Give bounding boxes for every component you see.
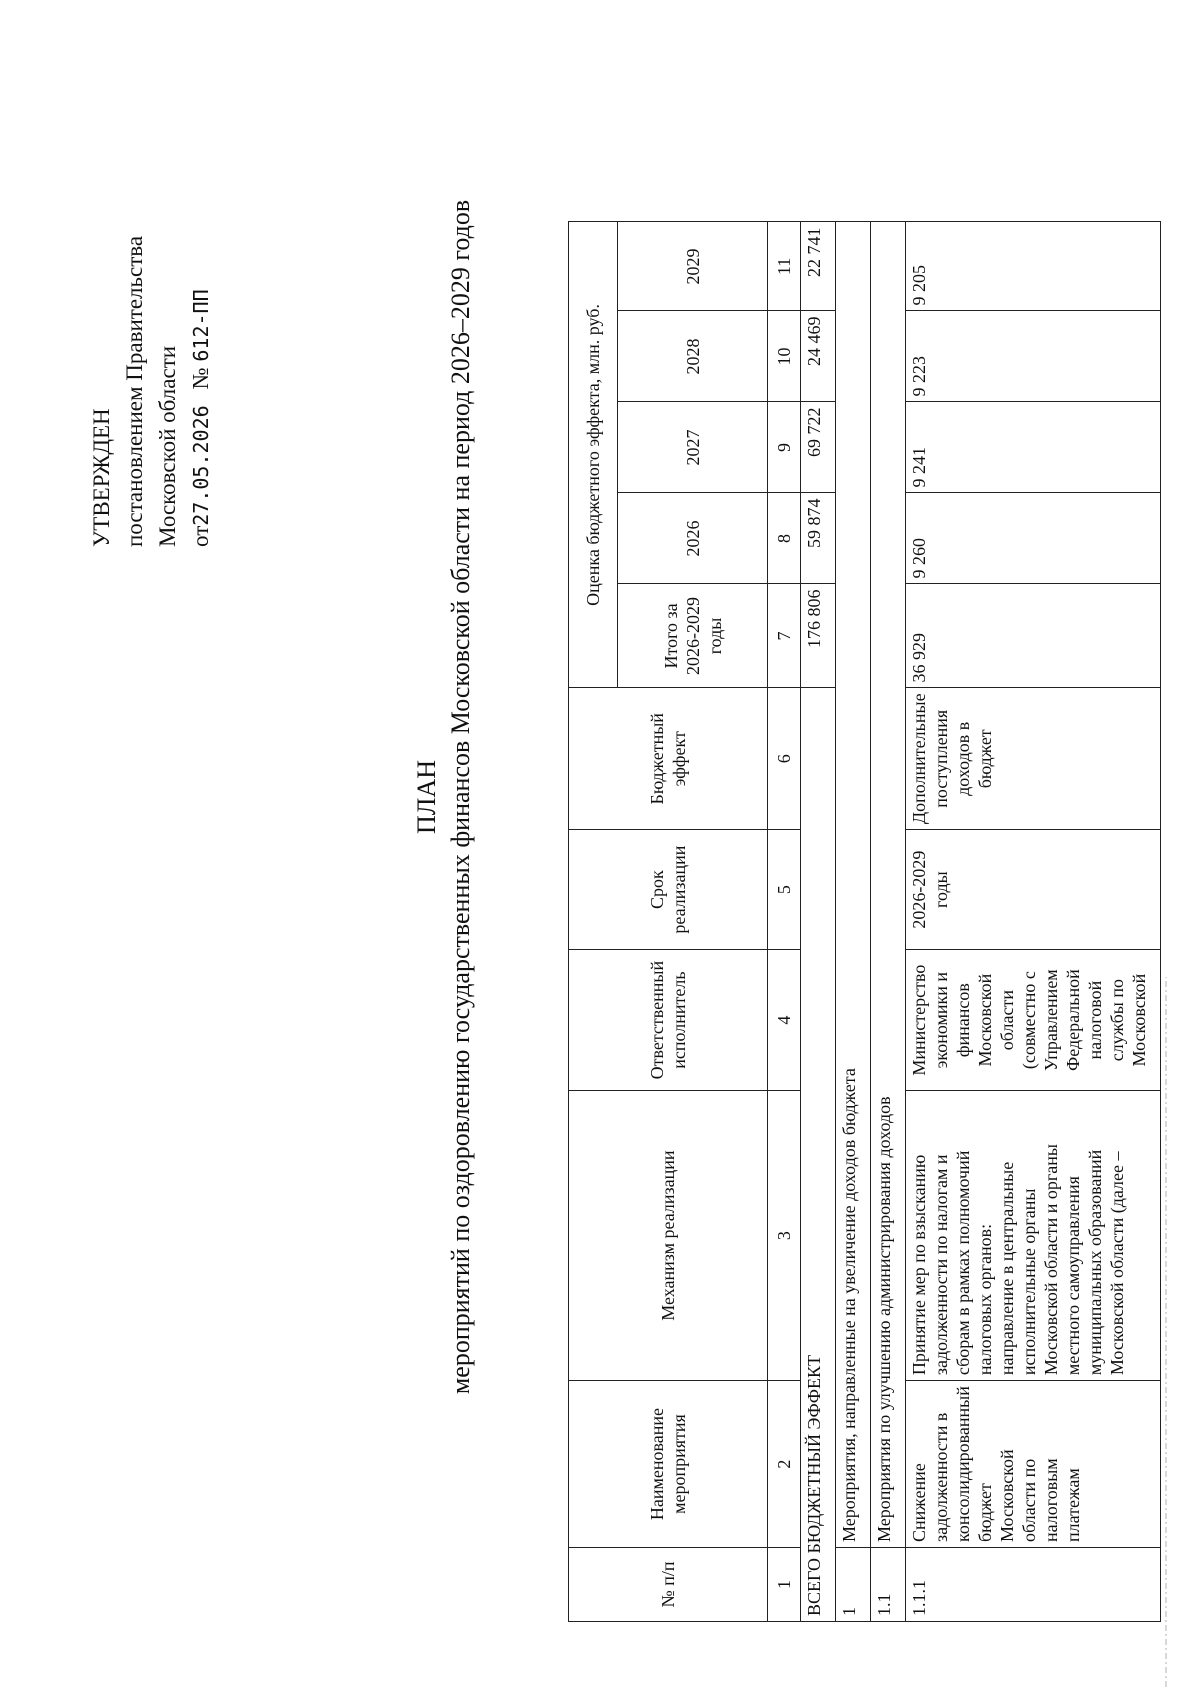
measure-2028: 9 223 [906,311,1161,402]
total-2028: 24 469 [801,311,836,402]
header-term: Срок реализации [569,830,768,950]
measure-name: Снижение задолженности в консолидированный бюджет Московской области по налоговым платежам [906,1381,1161,1548]
measure-2027: 9 241 [906,402,1161,493]
approval-date: 27.05.2026 [189,405,213,526]
column-number: 7 [768,584,801,688]
total-2026: 59 874 [801,493,836,584]
column-number: 6 [768,688,801,830]
total-2027: 69 722 [801,402,836,493]
subsection-label: Мероприятия по улучшению администрирования доходов [871,222,906,1548]
measure-term: 2026-2029 годы [906,830,1161,950]
header-year: 2029 [618,222,768,311]
column-number-row [768,222,801,1622]
header-mechanism: Механизм реализации [569,1091,768,1381]
approval-stamp [85,77,218,547]
measure-total: 36 929 [906,584,1161,688]
header-year: 2026 [618,493,768,584]
approval-number: 612-ПП [189,289,213,362]
column-number: 9 [768,402,801,493]
column-number: 4 [768,950,801,1091]
measure-executor: Министерство экономики и финансов Московской области (совместно с Управлением Федеральной налоговой службы по Московской [906,950,1161,1091]
column-number: 10 [768,311,801,402]
header-executor: Ответственный исполнитель [569,950,768,1091]
approval-region: Московской области [155,345,180,547]
column-number: 1 [768,1548,801,1622]
header-total: Итого за 2026-2029 годы [618,584,768,688]
measure-2029: 9 205 [906,222,1161,311]
section-label: Мероприятия, направленные на увеличение доходов бюджета [836,222,871,1548]
subsection-row [871,222,906,1622]
header-name: Наименование мероприятия [569,1381,768,1548]
header-year: 2028 [618,311,768,402]
table-row [906,222,1161,1622]
column-number: 5 [768,830,801,950]
column-number: 2 [768,1381,801,1548]
approval-authority: постановлением Правительства [122,235,147,547]
scan-artifact-line [1160,0,1172,1697]
plan-heading: ПЛАН [412,760,441,834]
approval-heading: УТВЕРЖДЕН [89,408,114,547]
header-row [569,222,618,1622]
total-2029: 22 741 [801,222,836,311]
section-row [836,222,871,1622]
column-number: 11 [768,222,801,311]
plan-table [568,221,1161,1622]
approval-date-line [184,77,218,547]
total-label: ВСЕГО БЮДЖЕТНЫЙ ЭФФЕКТ [801,688,836,1622]
section-number: 1 [836,1548,871,1622]
column-number: 3 [768,1091,801,1381]
header-estimate-group: Оценка бюджетного эффекта, млн. руб. [569,222,618,688]
row-number: 1.1.1 [906,1548,1161,1622]
date-prefix: от [188,525,213,547]
document-title [410,47,478,1547]
header-year: 2027 [618,402,768,493]
column-number: 8 [768,493,801,584]
header-effect: Бюджетный эффект [569,688,768,830]
measure-effect: Дополнительные поступления доходов в бюджет [906,688,1161,830]
measure-2026: 9 260 [906,493,1161,584]
header-num: № п/п [569,1548,768,1622]
measure-mechanism: Принятие мер по взысканию задолженности по налогам и сборам в рамках полномочий налоговых органов: направление в центральные исполнительные органы Московской области и органы местного самоуправления муниципальных образований Московской области (далее – [906,1091,1161,1381]
total-row [801,222,836,1622]
subsection-number: 1.1 [871,1548,906,1622]
total-value: 176 806 [801,584,836,688]
number-prefix: № [188,367,213,390]
plan-subtitle: мероприятий по оздоровлению государственных финансов Московской области на период 2026–2029 годов [446,199,475,1395]
